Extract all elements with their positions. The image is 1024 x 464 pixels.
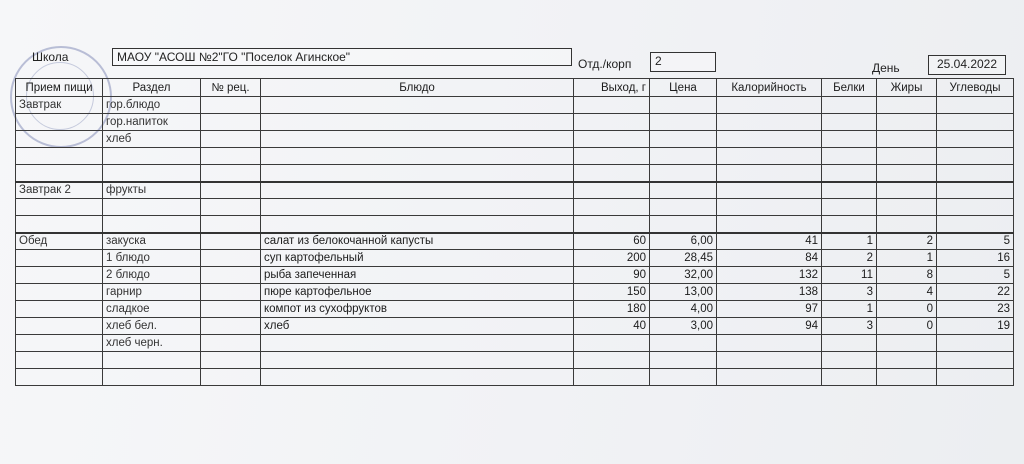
cell-fat bbox=[877, 165, 937, 182]
cell-carbs: 22 bbox=[937, 284, 1014, 301]
cell-protein bbox=[822, 199, 877, 216]
cell-section bbox=[103, 352, 201, 369]
cell-yield bbox=[574, 114, 650, 131]
cell-carbs bbox=[937, 335, 1014, 352]
col-header: Выход, г bbox=[574, 79, 650, 97]
cell-dish bbox=[261, 97, 574, 114]
cell-kcal: 132 bbox=[717, 267, 822, 284]
cell-fat bbox=[877, 216, 937, 233]
cell-kcal bbox=[717, 199, 822, 216]
cell-kcal bbox=[717, 131, 822, 148]
cell-fat: 4 bbox=[877, 284, 937, 301]
cell-dish: салат из белокочанной капусты bbox=[261, 233, 574, 250]
cell-price bbox=[650, 369, 717, 386]
cell-kcal bbox=[717, 165, 822, 182]
table-row bbox=[16, 216, 1014, 233]
cell-carbs bbox=[937, 114, 1014, 131]
cell-meal bbox=[16, 369, 103, 386]
cell-price bbox=[650, 199, 717, 216]
table-row bbox=[16, 182, 1014, 199]
cell-yield: 90 bbox=[574, 267, 650, 284]
cell-dish bbox=[261, 182, 574, 199]
cell-carbs bbox=[937, 148, 1014, 165]
col-header: Углеводы bbox=[937, 79, 1014, 97]
cell-fat bbox=[877, 335, 937, 352]
table-row bbox=[16, 301, 1014, 318]
cell-protein bbox=[822, 148, 877, 165]
cell-rec bbox=[201, 97, 261, 114]
table-row bbox=[16, 284, 1014, 301]
cell-section: 1 блюдо bbox=[103, 250, 201, 267]
cell-dish: пюре картофельное bbox=[261, 284, 574, 301]
cell-protein bbox=[822, 97, 877, 114]
cell-carbs: 5 bbox=[937, 233, 1014, 250]
cell-section: сладкое bbox=[103, 301, 201, 318]
cell-section bbox=[103, 148, 201, 165]
table-row bbox=[16, 267, 1014, 284]
cell-rec bbox=[201, 182, 261, 199]
day-value: 25.04.2022 bbox=[928, 55, 1006, 75]
col-header: № рец. bbox=[201, 79, 261, 97]
header-row bbox=[16, 79, 1014, 97]
cell-rec bbox=[201, 335, 261, 352]
cell-yield: 60 bbox=[574, 233, 650, 250]
cell-carbs bbox=[937, 352, 1014, 369]
col-header: Раздел bbox=[103, 79, 201, 97]
col-header: Блюдо bbox=[261, 79, 574, 97]
cell-carbs bbox=[937, 369, 1014, 386]
cell-rec bbox=[201, 267, 261, 284]
cell-section: гор.напиток bbox=[103, 114, 201, 131]
cell-price bbox=[650, 114, 717, 131]
cell-fat: 0 bbox=[877, 301, 937, 318]
cell-price: 13,00 bbox=[650, 284, 717, 301]
cell-price bbox=[650, 335, 717, 352]
table-row bbox=[16, 352, 1014, 369]
cell-yield: 180 bbox=[574, 301, 650, 318]
cell-meal: Завтрак 2 bbox=[16, 182, 103, 199]
cell-yield: 40 bbox=[574, 318, 650, 335]
cell-kcal bbox=[717, 97, 822, 114]
menu-table bbox=[15, 78, 1014, 386]
school-label: Школа bbox=[32, 50, 69, 64]
cell-yield: 200 bbox=[574, 250, 650, 267]
cell-price bbox=[650, 148, 717, 165]
cell-price bbox=[650, 131, 717, 148]
cell-rec bbox=[201, 114, 261, 131]
cell-meal bbox=[16, 250, 103, 267]
cell-carbs: 5 bbox=[937, 267, 1014, 284]
cell-meal bbox=[16, 199, 103, 216]
table-row bbox=[16, 233, 1014, 250]
cell-section bbox=[103, 165, 201, 182]
cell-protein bbox=[822, 165, 877, 182]
cell-rec bbox=[201, 165, 261, 182]
cell-protein bbox=[822, 335, 877, 352]
cell-meal: Обед bbox=[16, 233, 103, 250]
cell-yield bbox=[574, 148, 650, 165]
cell-price: 6,00 bbox=[650, 233, 717, 250]
cell-section: фрукты bbox=[103, 182, 201, 199]
cell-fat: 1 bbox=[877, 250, 937, 267]
cell-dish: суп картофельный bbox=[261, 250, 574, 267]
cell-fat: 8 bbox=[877, 267, 937, 284]
cell-carbs: 19 bbox=[937, 318, 1014, 335]
cell-price: 32,00 bbox=[650, 267, 717, 284]
cell-protein bbox=[822, 114, 877, 131]
cell-price bbox=[650, 182, 717, 199]
cell-meal bbox=[16, 284, 103, 301]
cell-kcal: 41 bbox=[717, 233, 822, 250]
table-row bbox=[16, 148, 1014, 165]
cell-meal bbox=[16, 148, 103, 165]
cell-kcal bbox=[717, 216, 822, 233]
cell-kcal: 97 bbox=[717, 301, 822, 318]
cell-fat bbox=[877, 148, 937, 165]
cell-protein bbox=[822, 216, 877, 233]
cell-section: 2 блюдо bbox=[103, 267, 201, 284]
cell-carbs bbox=[937, 131, 1014, 148]
cell-price: 28,45 bbox=[650, 250, 717, 267]
col-header: Белки bbox=[822, 79, 877, 97]
cell-dish bbox=[261, 165, 574, 182]
cell-yield bbox=[574, 352, 650, 369]
cell-yield bbox=[574, 182, 650, 199]
cell-yield bbox=[574, 335, 650, 352]
cell-price: 3,00 bbox=[650, 318, 717, 335]
cell-dish bbox=[261, 369, 574, 386]
cell-meal bbox=[16, 131, 103, 148]
cell-meal bbox=[16, 114, 103, 131]
cell-carbs bbox=[937, 182, 1014, 199]
table-row bbox=[16, 335, 1014, 352]
cell-protein bbox=[822, 369, 877, 386]
cell-meal bbox=[16, 165, 103, 182]
cell-fat bbox=[877, 114, 937, 131]
cell-carbs: 16 bbox=[937, 250, 1014, 267]
cell-rec bbox=[201, 199, 261, 216]
cell-carbs bbox=[937, 97, 1014, 114]
menu-body bbox=[16, 97, 1014, 386]
col-header: Цена bbox=[650, 79, 717, 97]
col-header: Калорийность bbox=[717, 79, 822, 97]
cell-rec bbox=[201, 233, 261, 250]
cell-fat bbox=[877, 369, 937, 386]
cell-kcal bbox=[717, 369, 822, 386]
cell-section: хлеб bbox=[103, 131, 201, 148]
table-row bbox=[16, 165, 1014, 182]
cell-dish: компот из сухофруктов bbox=[261, 301, 574, 318]
cell-carbs: 23 bbox=[937, 301, 1014, 318]
cell-rec bbox=[201, 250, 261, 267]
cell-yield: 150 bbox=[574, 284, 650, 301]
cell-carbs bbox=[937, 199, 1014, 216]
cell-dish bbox=[261, 199, 574, 216]
table-row bbox=[16, 369, 1014, 386]
cell-rec bbox=[201, 352, 261, 369]
cell-kcal: 84 bbox=[717, 250, 822, 267]
cell-kcal bbox=[717, 352, 822, 369]
cell-meal bbox=[16, 352, 103, 369]
cell-kcal: 94 bbox=[717, 318, 822, 335]
table-row bbox=[16, 131, 1014, 148]
cell-kcal: 138 bbox=[717, 284, 822, 301]
cell-protein bbox=[822, 182, 877, 199]
cell-section: закуска bbox=[103, 233, 201, 250]
col-header: Жиры bbox=[877, 79, 937, 97]
cell-meal bbox=[16, 318, 103, 335]
cell-dish bbox=[261, 148, 574, 165]
cell-carbs bbox=[937, 165, 1014, 182]
table-row bbox=[16, 250, 1014, 267]
cell-fat bbox=[877, 352, 937, 369]
cell-section: гор.блюдо bbox=[103, 97, 201, 114]
cell-price bbox=[650, 165, 717, 182]
cell-meal bbox=[16, 216, 103, 233]
cell-yield bbox=[574, 216, 650, 233]
cell-yield bbox=[574, 165, 650, 182]
cell-dish bbox=[261, 335, 574, 352]
cell-fat: 0 bbox=[877, 318, 937, 335]
cell-section: хлеб бел. bbox=[103, 318, 201, 335]
cell-price: 4,00 bbox=[650, 301, 717, 318]
cell-price bbox=[650, 352, 717, 369]
cell-protein bbox=[822, 352, 877, 369]
cell-meal bbox=[16, 267, 103, 284]
cell-rec bbox=[201, 148, 261, 165]
cell-carbs bbox=[937, 216, 1014, 233]
cell-meal bbox=[16, 335, 103, 352]
cell-meal: Завтрак bbox=[16, 97, 103, 114]
cell-price bbox=[650, 216, 717, 233]
cell-dish bbox=[261, 114, 574, 131]
cell-rec bbox=[201, 131, 261, 148]
cell-meal bbox=[16, 301, 103, 318]
cell-kcal bbox=[717, 114, 822, 131]
table-row bbox=[16, 114, 1014, 131]
cell-yield bbox=[574, 369, 650, 386]
cell-dish bbox=[261, 352, 574, 369]
day-label: День bbox=[872, 61, 900, 75]
cell-fat: 2 bbox=[877, 233, 937, 250]
cell-fat bbox=[877, 199, 937, 216]
cell-section bbox=[103, 199, 201, 216]
cell-rec bbox=[201, 301, 261, 318]
cell-protein: 3 bbox=[822, 318, 877, 335]
cell-fat bbox=[877, 131, 937, 148]
cell-dish: рыба запеченная bbox=[261, 267, 574, 284]
cell-rec bbox=[201, 369, 261, 386]
cell-section: гарнир bbox=[103, 284, 201, 301]
cell-rec bbox=[201, 318, 261, 335]
cell-section bbox=[103, 369, 201, 386]
table-row bbox=[16, 97, 1014, 114]
cell-price bbox=[650, 97, 717, 114]
cell-protein: 11 bbox=[822, 267, 877, 284]
col-header: Прием пищи bbox=[16, 79, 103, 97]
cell-protein: 3 bbox=[822, 284, 877, 301]
cell-kcal bbox=[717, 335, 822, 352]
dept-value: 2 bbox=[650, 52, 716, 72]
cell-section bbox=[103, 216, 201, 233]
table-row bbox=[16, 318, 1014, 335]
cell-yield bbox=[574, 131, 650, 148]
table-row bbox=[16, 199, 1014, 216]
dept-label: Отд./корп bbox=[578, 57, 632, 71]
cell-yield bbox=[574, 97, 650, 114]
cell-rec bbox=[201, 284, 261, 301]
school-name: МАОУ "АСОШ №2"ГО "Поселок Агинское" bbox=[112, 48, 572, 66]
cell-yield bbox=[574, 199, 650, 216]
cell-kcal bbox=[717, 148, 822, 165]
cell-dish bbox=[261, 131, 574, 148]
cell-rec bbox=[201, 216, 261, 233]
cell-kcal bbox=[717, 182, 822, 199]
cell-fat bbox=[877, 97, 937, 114]
cell-protein bbox=[822, 131, 877, 148]
cell-dish: хлеб bbox=[261, 318, 574, 335]
cell-protein: 2 bbox=[822, 250, 877, 267]
cell-section: хлеб черн. bbox=[103, 335, 201, 352]
cell-fat bbox=[877, 182, 937, 199]
cell-protein: 1 bbox=[822, 233, 877, 250]
cell-dish bbox=[261, 216, 574, 233]
cell-protein: 1 bbox=[822, 301, 877, 318]
